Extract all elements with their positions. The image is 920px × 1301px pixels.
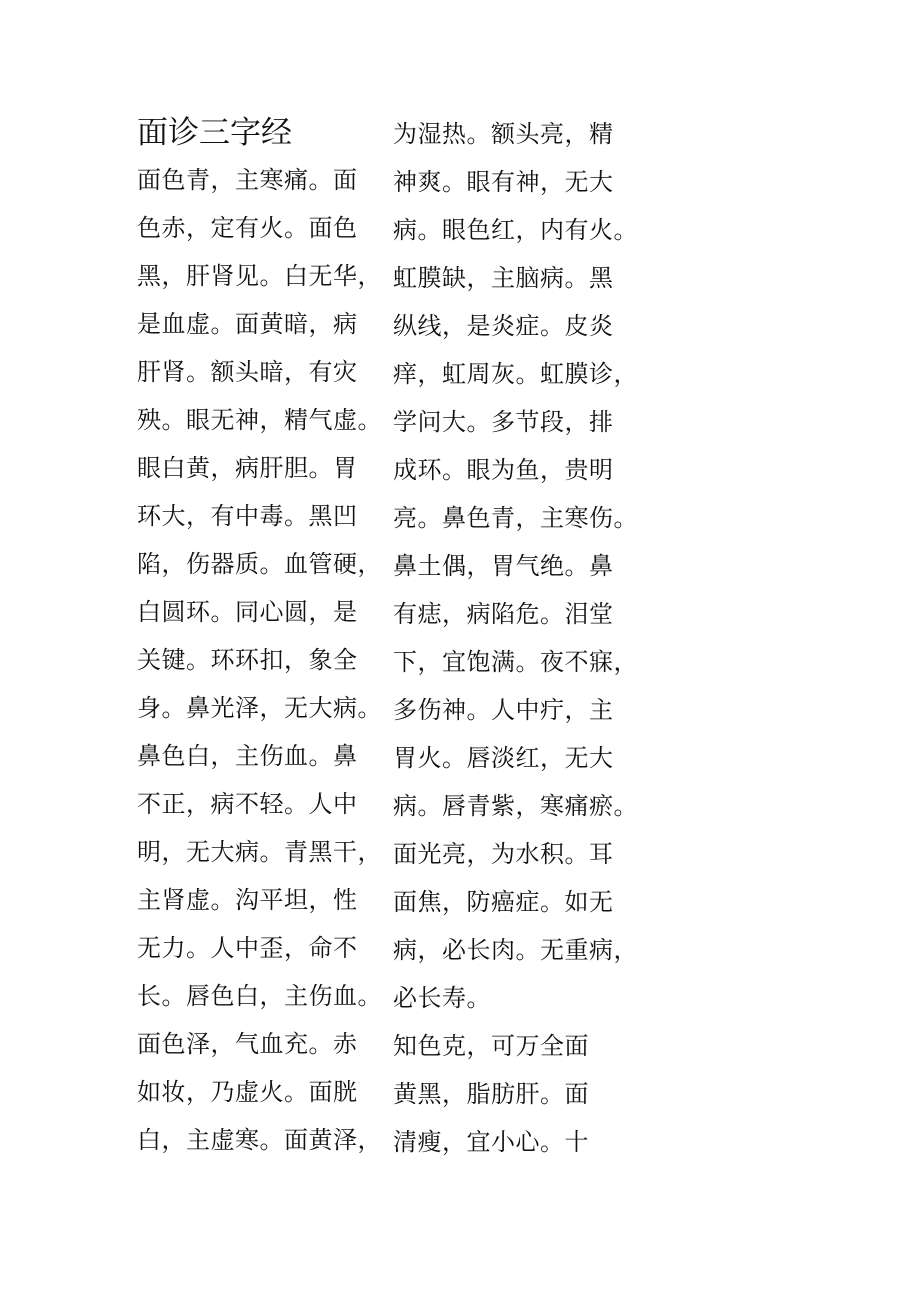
text-line: 多伤神。人中疔，主 xyxy=(393,696,614,724)
text-line: 殃。眼无神，精气虚。 xyxy=(137,406,382,434)
text-line: 鼻色白，主伤血。鼻 xyxy=(137,742,358,770)
text-line: 必长寿。 xyxy=(393,984,491,1012)
text-line: 无力。人中歪，命不 xyxy=(137,934,358,962)
text-line: 下，宜饱满。夜不寐， xyxy=(393,648,638,676)
text-line: 胃火。唇淡红，无大 xyxy=(393,744,614,772)
text-line: 关键。环环扣，象全 xyxy=(137,646,358,674)
text-line: 白圆环。同心圆，是 xyxy=(137,598,358,626)
text-line: 不正，病不轻。人中 xyxy=(137,790,358,818)
text-line: 黄黑，脂肪肝。面 xyxy=(393,1080,589,1108)
text-line: 是血虚。面黄暗，病 xyxy=(137,310,358,338)
text-line: 面色青，主寒痛。面 xyxy=(137,166,358,194)
text-line: 面光亮，为水积。耳 xyxy=(393,840,614,868)
text-line: 环大，有中毒。黑凹 xyxy=(137,502,358,530)
right-text-column xyxy=(393,110,643,1166)
text-line: 亮。鼻色青，主寒伤。 xyxy=(393,504,638,532)
text-line: 长。唇色白，主伤血。 xyxy=(137,982,382,1010)
text-line: 病。唇青紫，寒痛瘀。 xyxy=(393,792,638,820)
text-line: 眼白黄，病肝胆。胃 xyxy=(137,454,358,482)
text-line: 知色克，可万全面 xyxy=(393,1032,589,1060)
text-line: 纵线，是炎症。皮炎 xyxy=(393,312,614,340)
text-line: 明，无大病。青黑干， xyxy=(137,838,382,866)
document-title: 面诊三字经 xyxy=(137,115,292,151)
text-line: 痒，虹周灰。虹膜诊， xyxy=(393,360,638,388)
text-line: 病。眼色红，内有火。 xyxy=(393,216,638,244)
text-line: 肝肾。额头暗，有灾 xyxy=(137,358,358,386)
text-line: 色赤，定有火。面色 xyxy=(137,214,358,242)
text-line: 虹膜缺，主脑病。黑 xyxy=(393,264,614,292)
text-line: 黑，肝肾见。白无华， xyxy=(137,262,382,290)
text-line: 病，必长肉。无重病， xyxy=(393,936,638,964)
text-line: 主肾虚。沟平坦，性 xyxy=(137,886,358,914)
text-line: 学问大。多节段，排 xyxy=(393,408,614,436)
text-line: 面焦，防癌症。如无 xyxy=(393,888,614,916)
text-line: 鼻土偶，胃气绝。鼻 xyxy=(393,552,614,580)
left-text-column xyxy=(137,110,387,1164)
text-line: 面色泽，气血充。赤 xyxy=(137,1030,358,1058)
text-line: 白，主虚寒。面黄泽， xyxy=(137,1126,382,1154)
text-line: 清瘦，宜小心。十 xyxy=(393,1128,589,1156)
text-line: 神爽。眼有神，无大 xyxy=(393,168,614,196)
text-line: 为湿热。额头亮，精 xyxy=(393,120,614,148)
text-line: 身。鼻光泽，无大病。 xyxy=(137,694,382,722)
text-line: 陷，伤器质。血管硬， xyxy=(137,550,382,578)
text-line: 有痣，病陷危。泪堂 xyxy=(393,600,614,628)
text-line: 如妆，乃虚火。面胱 xyxy=(137,1078,358,1106)
text-line: 成环。眼为鱼，贵明 xyxy=(393,456,614,484)
